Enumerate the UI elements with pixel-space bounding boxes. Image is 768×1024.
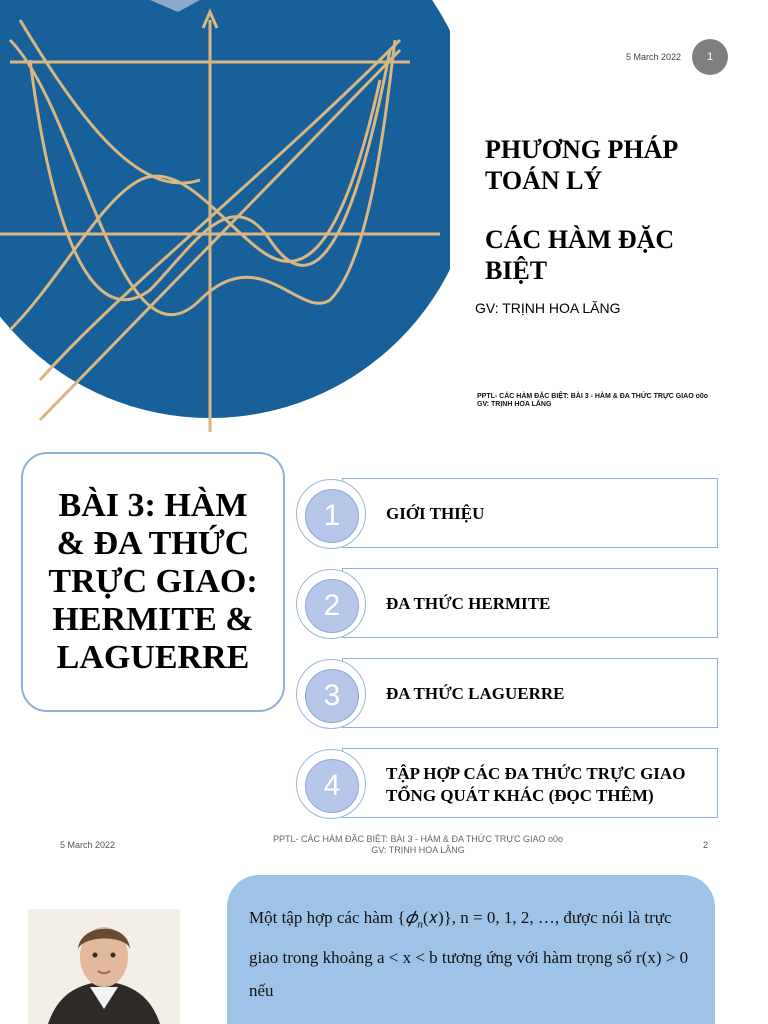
slide-footer (477, 393, 708, 409)
slide-footer (250, 834, 586, 856)
slide-date: 5 March 2022 (60, 840, 116, 850)
number-badge: 2 (305, 579, 359, 633)
number-badge: 1 (305, 489, 359, 543)
heading-line: & ĐA THỨC (56, 525, 250, 562)
slide-date: 5 March 2022 (626, 52, 682, 62)
heading-line: TRỰC GIAO: (48, 563, 258, 600)
title-line: CÁC HÀM ĐẶC (485, 225, 675, 254)
number-badge: 4 (305, 759, 359, 813)
slide-number: 2 (703, 840, 709, 850)
slide-title (485, 134, 755, 286)
agenda-item-label: ĐA THỨC LAGUERRE (386, 684, 565, 703)
heading-line: LAGUERRE (56, 639, 250, 676)
agenda-item-label: ĐA THỨC HERMITE (386, 594, 551, 613)
decorative-graph-art (0, 0, 450, 432)
definition-text: Một tập hợp các hàm {𝜙$_n$(𝑥)}, n = 0, 1, 2, …, được nói là trực giao trong khoảng a < x < b tương ứng với hàm trọng số r(x) > 0 nếu (249, 908, 689, 1001)
agenda-item-3[interactable] (296, 658, 720, 734)
lesson-heading (48, 487, 257, 677)
agenda-item-1[interactable] (296, 478, 720, 554)
heading-line: HERMITE & (52, 601, 254, 638)
footer-line: PPTL- CÁC HÀM ĐẶC BIỆT: BÀI 3 - HÀM & ĐA THỨC TRỰC GIAO o0o (272, 834, 564, 844)
teacher-name: GV: TRỊNH HOA LĂNG (475, 300, 621, 316)
number-badge: 3 (305, 669, 359, 723)
agenda-item-4[interactable] (296, 748, 720, 824)
definition-bubble (227, 875, 715, 1024)
footer-line: PPTL- CÁC HÀM ĐẶC BIỆT: BÀI 3 - HÀM & ĐA THỨC TRỰC GIAO o0o (477, 393, 709, 400)
agenda-slide (0, 432, 768, 864)
agenda-item-label: TẬP HỢP CÁC ĐA THỨC TRỰC GIAO TỔNG QUÁT KHÁC (ĐỌC THÊM) (386, 764, 686, 805)
definition-slide (0, 864, 768, 1024)
footer-line: GV: TRỊNH HOA LĂNG (371, 845, 465, 855)
title-line: PHƯƠNG PHÁP (485, 135, 679, 164)
agenda-item-2[interactable] (296, 568, 720, 644)
title-line: BIỆT (485, 256, 548, 285)
slide-number-badge: 1 (692, 39, 728, 75)
title-slide (0, 0, 768, 432)
lesson-heading-box (21, 452, 285, 712)
title-line: TOÁN LÝ (485, 166, 603, 195)
agenda-item-label: GIỚI THIỆU (386, 504, 485, 523)
portrait-image (28, 909, 180, 1024)
footer-line: GV: TRỊNH HOA LĂNG (477, 401, 552, 408)
heading-line: BÀI 3: HÀM (58, 487, 248, 524)
